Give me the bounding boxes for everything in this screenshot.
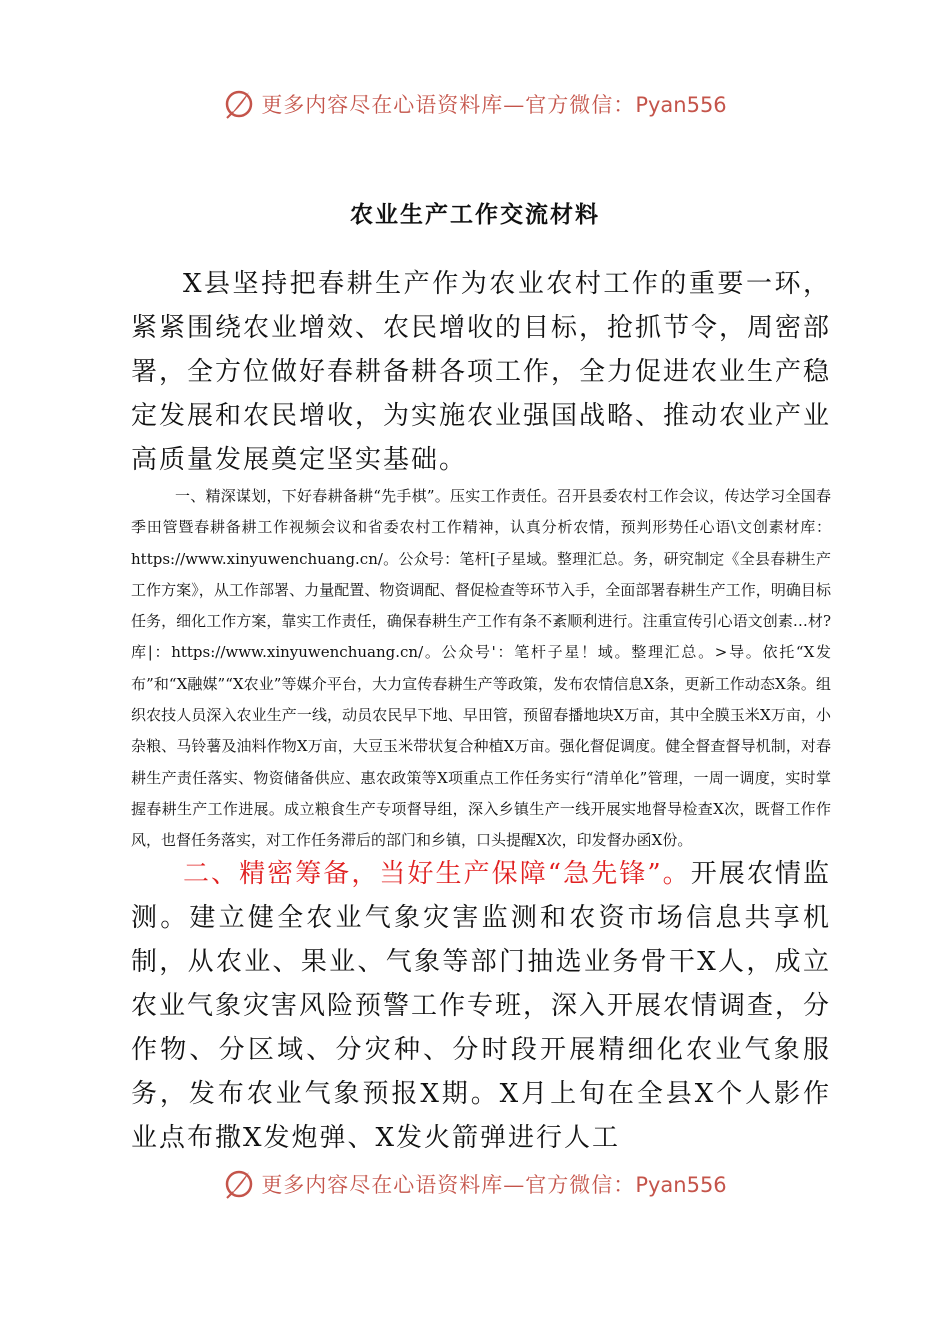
quill-logo-icon [223, 88, 255, 120]
header-banner-text: 更多内容尽在心语资料库—官方微信：Pyan556 [261, 93, 727, 117]
section-2-heading: 二、精密筹备，当好生产保障“急先锋”。 [183, 859, 691, 889]
footer-banner-text: 更多内容尽在心语资料库—官方微信：Pyan556 [261, 1173, 727, 1197]
footer-watermark-banner [0, 1164, 950, 1204]
header-watermark-banner [0, 84, 950, 124]
intro-paragraph: X县坚持把春耕生产作为农业农村工作的重要一环，紧紧围绕农业增效、农民增收的目标，抢抓节令，周密部署，全方位做好春耕备耕各项工作，全力促进农业生产稳定发展和农民增收，为实施农业强国战略、推动农业产业高质量发展奠定坚实基础。 [131, 269, 832, 475]
quill-logo-icon [223, 1168, 255, 1200]
document-title: 农业生产工作交流材料 [350, 201, 600, 228]
header-wechat-id: Pyan556 [635, 93, 727, 117]
section-1-paragraph: 一、精深谋划，下好春耕备耕“先手棋”。压实工作责任。召开县委农村工作会议，传达学习全国春季田管暨春耕备耕工作视频会议和省委农村工作精神，认真分析农情，预判形势任心语\文创素材库：https://www.xinyuwenchuang.cn/。公众号：笔杆[子星域。整理汇总。务，研究制定《全县春耕生产工作方案》，从工作部署、力量配置、物资调配、督促检查等环节入手，全面部署春耕生产工作，明确目标任务，细化工作方案，靠实工作责任，确保春耕生产工作有条不紊顺利进行。注重宣传引心语文创素…材?库|：https://www.xinyuwenchuang.cn/。公众号'：笔杆子星！域。整理汇总。>导。依托“X发布”和“X融媒”“X农业”等媒介平台，大力宣传春耕生产等政策，发布农情信息X条，更新工作动态X条。组织农技人员深入农业生产一线，动员农民早下地、早田管，预留春播地块X万亩，其中全膜玉米X万亩，小杂粮、马铃薯及油料作物X万亩，大豆玉米带状复合种植X万亩。强化督促调度。健全督查督导机制，对春耕生产责任落实、物资储备供应、惠农政策等X项重点工作任务实行“清单化”管理，一周一调度，实时掌握春耕生产工作进展。成立粮食生产专项督导组，深入乡镇生产一线开展实地督导检查X次，既督工作作风，也督任务落实，对工作任务滞后的部门和乡镇，口头提醒X次，印发督办函X份。 [131, 487, 831, 850]
footer-wechat-id: Pyan556 [635, 1173, 727, 1197]
section-2-body: 开展农情监测。建立健全农业气象灾害监测和农资市场信息共享机制，从农业、果业、气象等部门抽选业务骨干X人，成立农业气象灾害风险预警工作专班，深入开展农情调查，分作物、分区域、分灾种、分时段开展精细化农业气象服务，发布农业气象预报X期。X月上旬在全县X个人影作业点布撒X发炮弹、X发火箭弹进行人工 [131, 859, 832, 1153]
section-2-paragraph [131, 852, 831, 1160]
